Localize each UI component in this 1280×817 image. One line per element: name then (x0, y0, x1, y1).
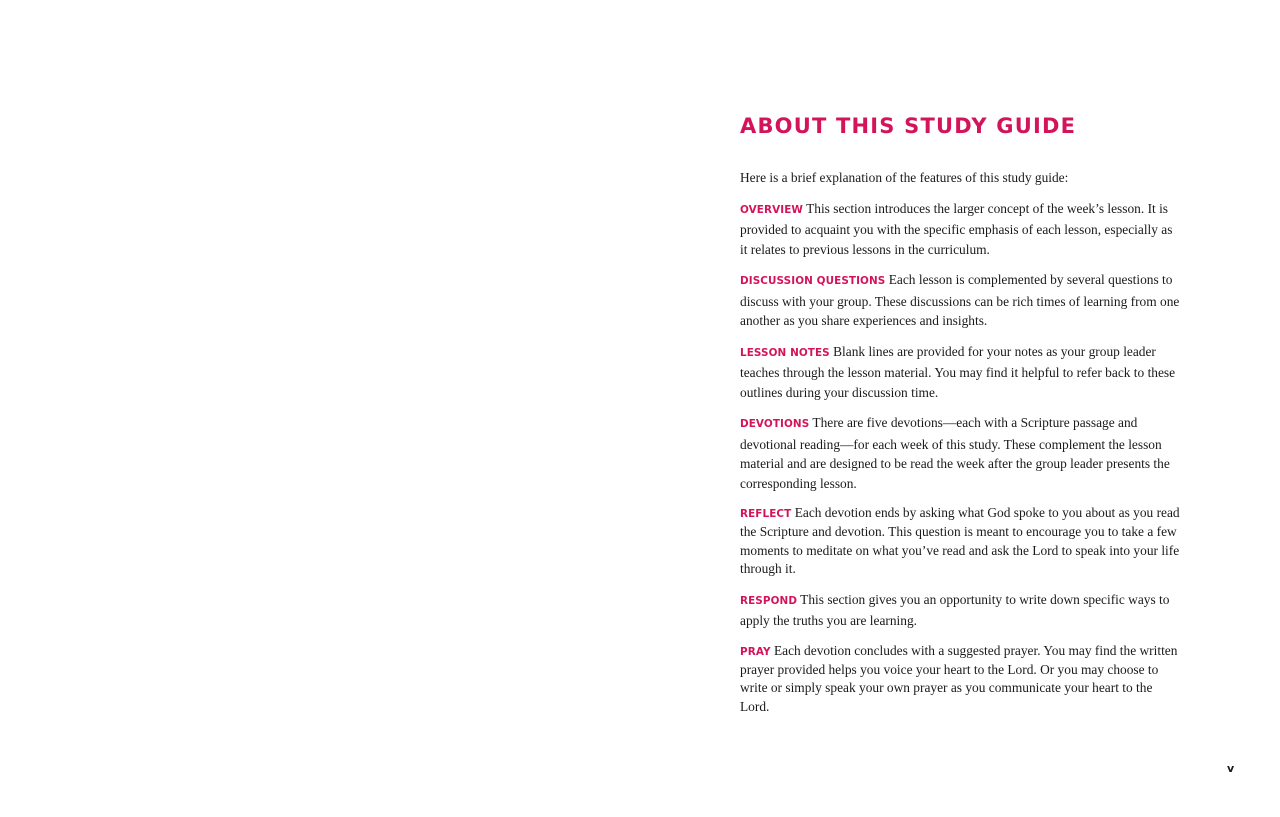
feature-description: Each devotion concludes with a suggested prayer. You may find the written prayer provided helps you voice your heart to the Lord. Or you may choose to write or simply speak your own prayer as you communicate your heart to the Lord. (740, 642, 1178, 714)
feature-term: RESPOND (740, 594, 798, 607)
feature-term: OVERVIEW (740, 203, 803, 216)
feature-respond (740, 590, 1182, 631)
feature-reflect (740, 504, 1182, 579)
feature-lesson-notes (740, 342, 1182, 403)
right-page (640, 0, 1280, 817)
feature-term: DEVOTIONS (740, 418, 810, 430)
feature-description: Each devotion ends by asking what God spoke to you about as you read the Scripture and devotion. This question is meant to encourage you to take a few moments to meditate on what you’ve read and ask the Lord to speak into your life through it. (740, 505, 1180, 577)
page-number: v (1227, 762, 1235, 775)
feature-description: This section introduces the larger concept of the week’s lesson. It is provided to acquaint you with the specific emphasis of each lesson, especially as it relates to previous lessons in the curriculum. (740, 200, 1173, 257)
feature-term: PRAY (740, 645, 771, 658)
page-title: ABOUT THIS STUDY GUIDE (740, 114, 1077, 138)
feature-term: LESSON NOTES (740, 346, 830, 359)
feature-term: DISCUSSION QUESTIONS (740, 275, 886, 287)
feature-term: REFLECT (740, 508, 792, 520)
feature-description: This section gives you an opportunity to write down specific ways to apply the truths you are learning. (740, 591, 1170, 629)
feature-overview (740, 199, 1182, 260)
feature-pray (740, 642, 1182, 717)
feature-devotions (740, 413, 1182, 493)
feature-discussion-questions (740, 270, 1182, 331)
intro-text: Here is a brief explanation of the features of this study guide: (740, 170, 1069, 185)
feature-description: Each lesson is complemented by several questions to discuss with your group. These discussions can be rich times of learning from one another as you share experiences and insights. (740, 272, 1180, 328)
feature-description: There are five devotions—each with a Scripture passage and devotional reading—for each week of this study. These complement the lesson material and are designed to be read the week after the group leader presents the corresponding lesson. (740, 415, 1170, 491)
feature-description: Blank lines are provided for your notes as your group leader teaches through the lesson material. You may find it helpful to refer back to these outlines during your discussion time. (740, 343, 1176, 400)
study-guide-content (740, 112, 1182, 716)
